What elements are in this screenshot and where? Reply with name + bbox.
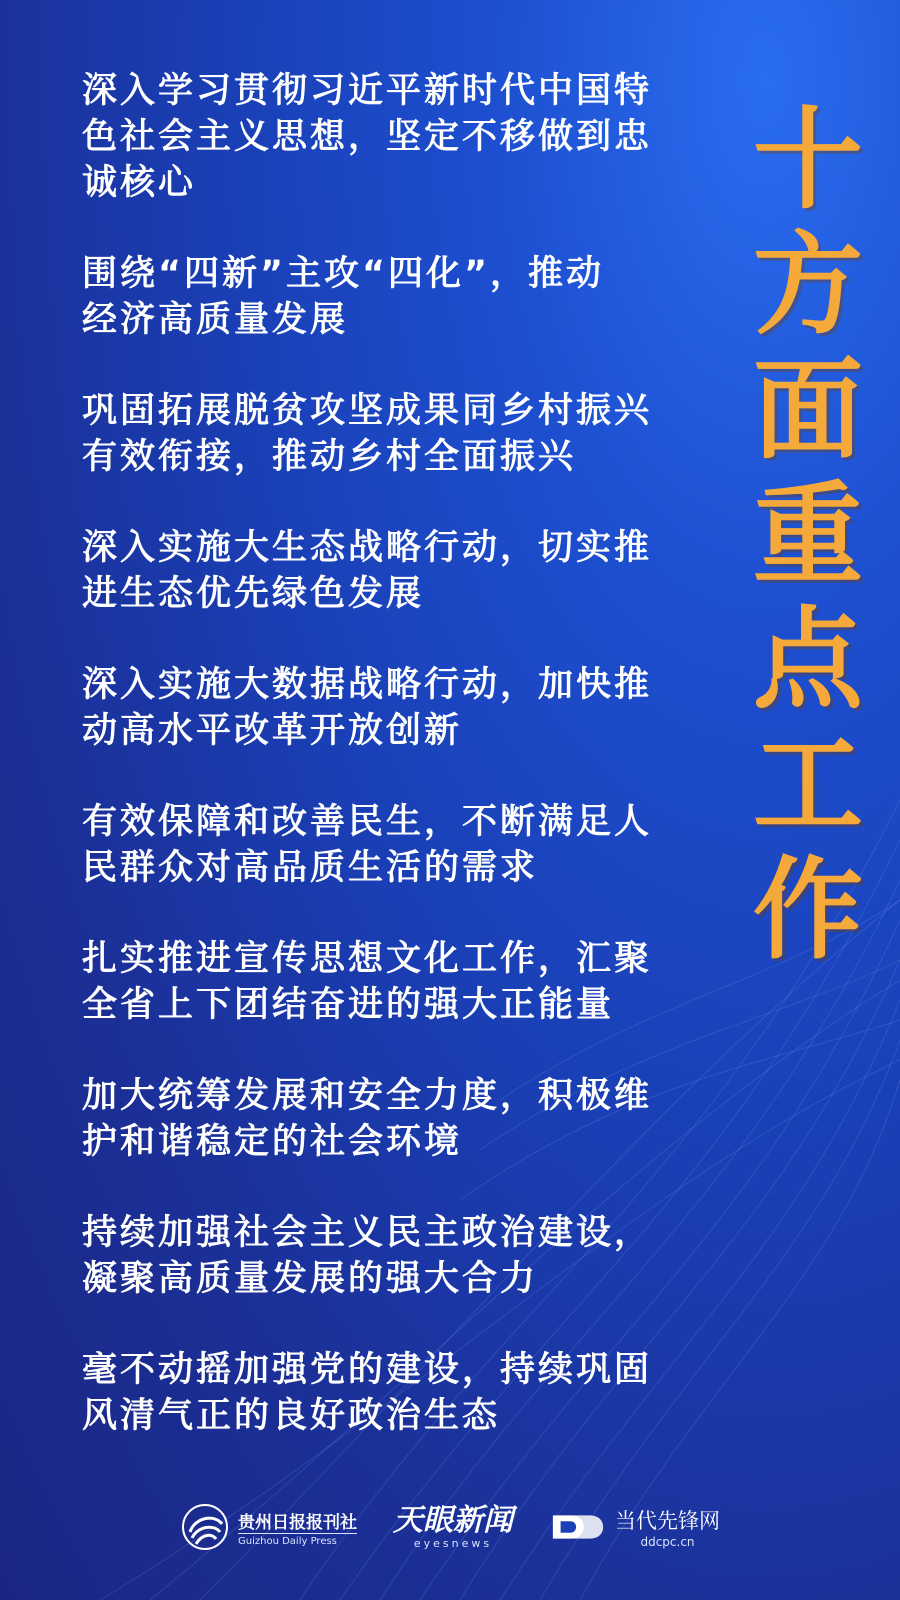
work-item-9: 持续加强社会主义民主政治建设， 凝聚高质量发展的强大合力	[82, 1213, 653, 1299]
tianyan-news-logo	[393, 1502, 513, 1550]
footer-logos	[0, 1482, 900, 1572]
tianyan-news-name: 天眼新闻	[393, 1502, 513, 1538]
work-item-6: 有效保障和改善民生，不断满足人 民群众对高品质生活的需求	[82, 802, 653, 888]
title-char: 重	[753, 471, 863, 599]
work-item-1: 深入学习贯彻习近平新时代中国特 色社会主义思想，坚定不移做到忠 诚核心	[82, 71, 653, 203]
title-char: 十	[753, 96, 863, 224]
tianyan-news-english: eyesnews	[413, 1536, 493, 1550]
work-item-5: 深入实施大数据战略行动，加快推 动高水平改革开放创新	[82, 665, 653, 751]
work-item-4: 深入实施大生态战略行动，切实推 进生态优先绿色发展	[82, 528, 653, 614]
work-item-2: 围绕“四新”主攻“四化”，推动 经济高质量发展	[82, 254, 605, 340]
swirl-logo-icon	[180, 1502, 230, 1552]
title-char: 方	[753, 221, 863, 349]
title-char: 作	[753, 846, 863, 974]
work-item-3: 巩固拓展脱贫攻坚成果同乡村振兴 有效衔接，推动乡村全面振兴	[82, 391, 653, 477]
work-item-10: 毫不动摇加强党的建设，持续巩固 风清气正的良好政治生态	[82, 1350, 653, 1436]
work-item-8: 加大统筹发展和安全力度，积极维 护和谐稳定的社会环境	[82, 1076, 653, 1162]
title-char: 工	[753, 721, 863, 849]
guizhou-daily-english: Guizhou Daily Press	[238, 1533, 357, 1547]
ddcpc-mark-icon	[549, 1507, 607, 1547]
guizhou-daily-name: 贵州日报报刊社	[238, 1512, 357, 1533]
title-char: 面	[753, 346, 863, 474]
ddcpc-domain: ddcpc.cn	[640, 1535, 695, 1549]
title-char: 点	[753, 596, 863, 724]
work-items-list	[82, 68, 722, 1484]
work-item-7: 扎实推进宣传思想文化工作，汇聚 全省上下团结奋进的强大正能量	[82, 939, 653, 1025]
ddcpc-name: 当代先锋网	[615, 1509, 720, 1533]
page-title-vertical	[748, 98, 868, 973]
ddcpc-logo	[549, 1505, 720, 1549]
guizhou-daily-logo	[180, 1502, 357, 1552]
